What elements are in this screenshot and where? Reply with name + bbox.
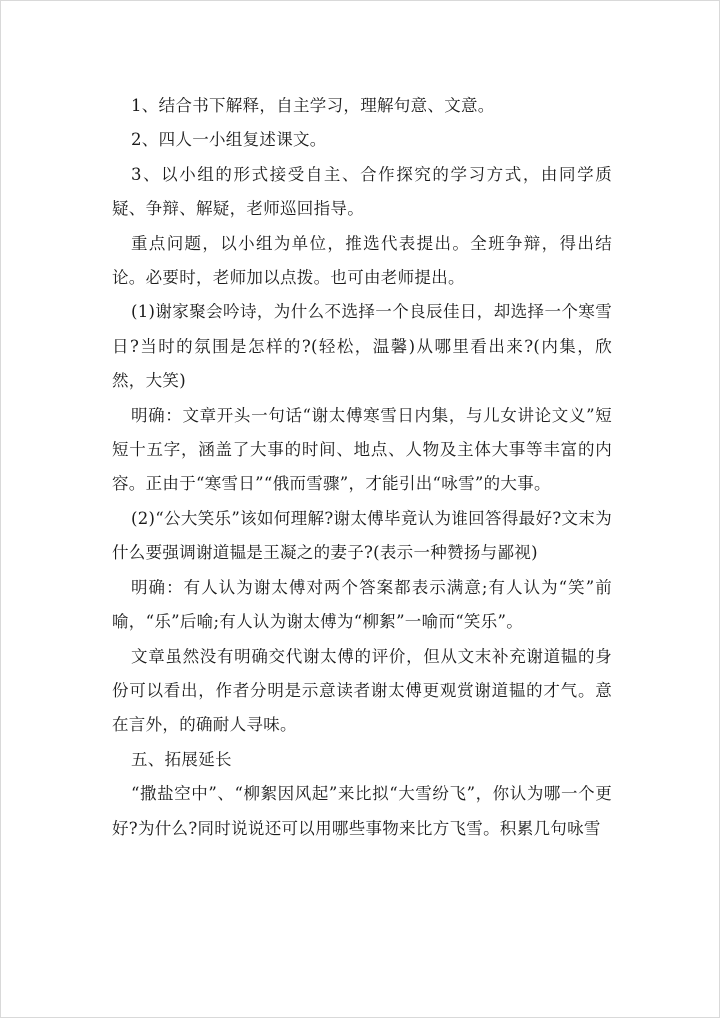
paragraph-6: 明确：文章开头一句话“谢太傅寒雪日内集，与儿女讲论文义”短短十五字，涵盖了大事的时间、地点、人物及主体大事等丰富的内容。正由于“寒雪日”“俄而雪骤”，才能引出“咏雪”的大事。: [112, 405, 612, 494]
paragraph-7: (2)“公大笑乐”该如何理解?谢太傅毕竟认为谁回答得最好?文末为什么要强调谢道韫是王凝之的妻子?(表示一种赞扬与鄙视): [112, 508, 612, 563]
paragraph-2: 2、四人一小组复述课文。: [131, 130, 327, 150]
paragraph-1: 1、结合书下解释，自主学习，理解句意、文意。: [131, 96, 495, 115]
paragraph-9: 文章虽然没有明确交代谢太傅的评价，但从文末补充谢道韫的身份可以看出，作者分明是示意读者谢太傅更观赏谢道韫的才气。意在言外，的确耐人寻味。: [112, 646, 612, 735]
paragraph-11: “撒盐空中”、“柳絮因风起”来比拟“大雪纷飞”，你认为哪一个更好?为什么?同时说说还可以用哪些事物来比方飞雪。积累几句咏雪: [112, 784, 612, 838]
paragraph-4: 重点问题，以小组为单位，推选代表提出。全班争辩，得出结论。必要时，老师加以点拨。也可由老师提出。: [112, 233, 612, 288]
paragraph-5: (1)谢家聚会吟诗，为什么不选择一个良辰佳日，却选择一个寒雪日?当时的氛围是怎样的?(轻松，温馨)从哪里看出来?(内集，欣然，大笑): [112, 302, 612, 391]
paragraph-8: 明确：有人认为谢太傅对两个答案都表示满意;有人认为“笑”前喻，“乐”后喻;有人认为谢太傅为“柳絮”一喻而“笑乐”。: [112, 577, 612, 632]
document-body: [112, 89, 612, 846]
paragraph-3: 3、以小组的形式接受自主、合作探究的学习方式，由同学质疑、争辩、解疑，老师巡回指导。: [112, 164, 612, 219]
section-heading: 五、拓展延长: [131, 749, 232, 769]
